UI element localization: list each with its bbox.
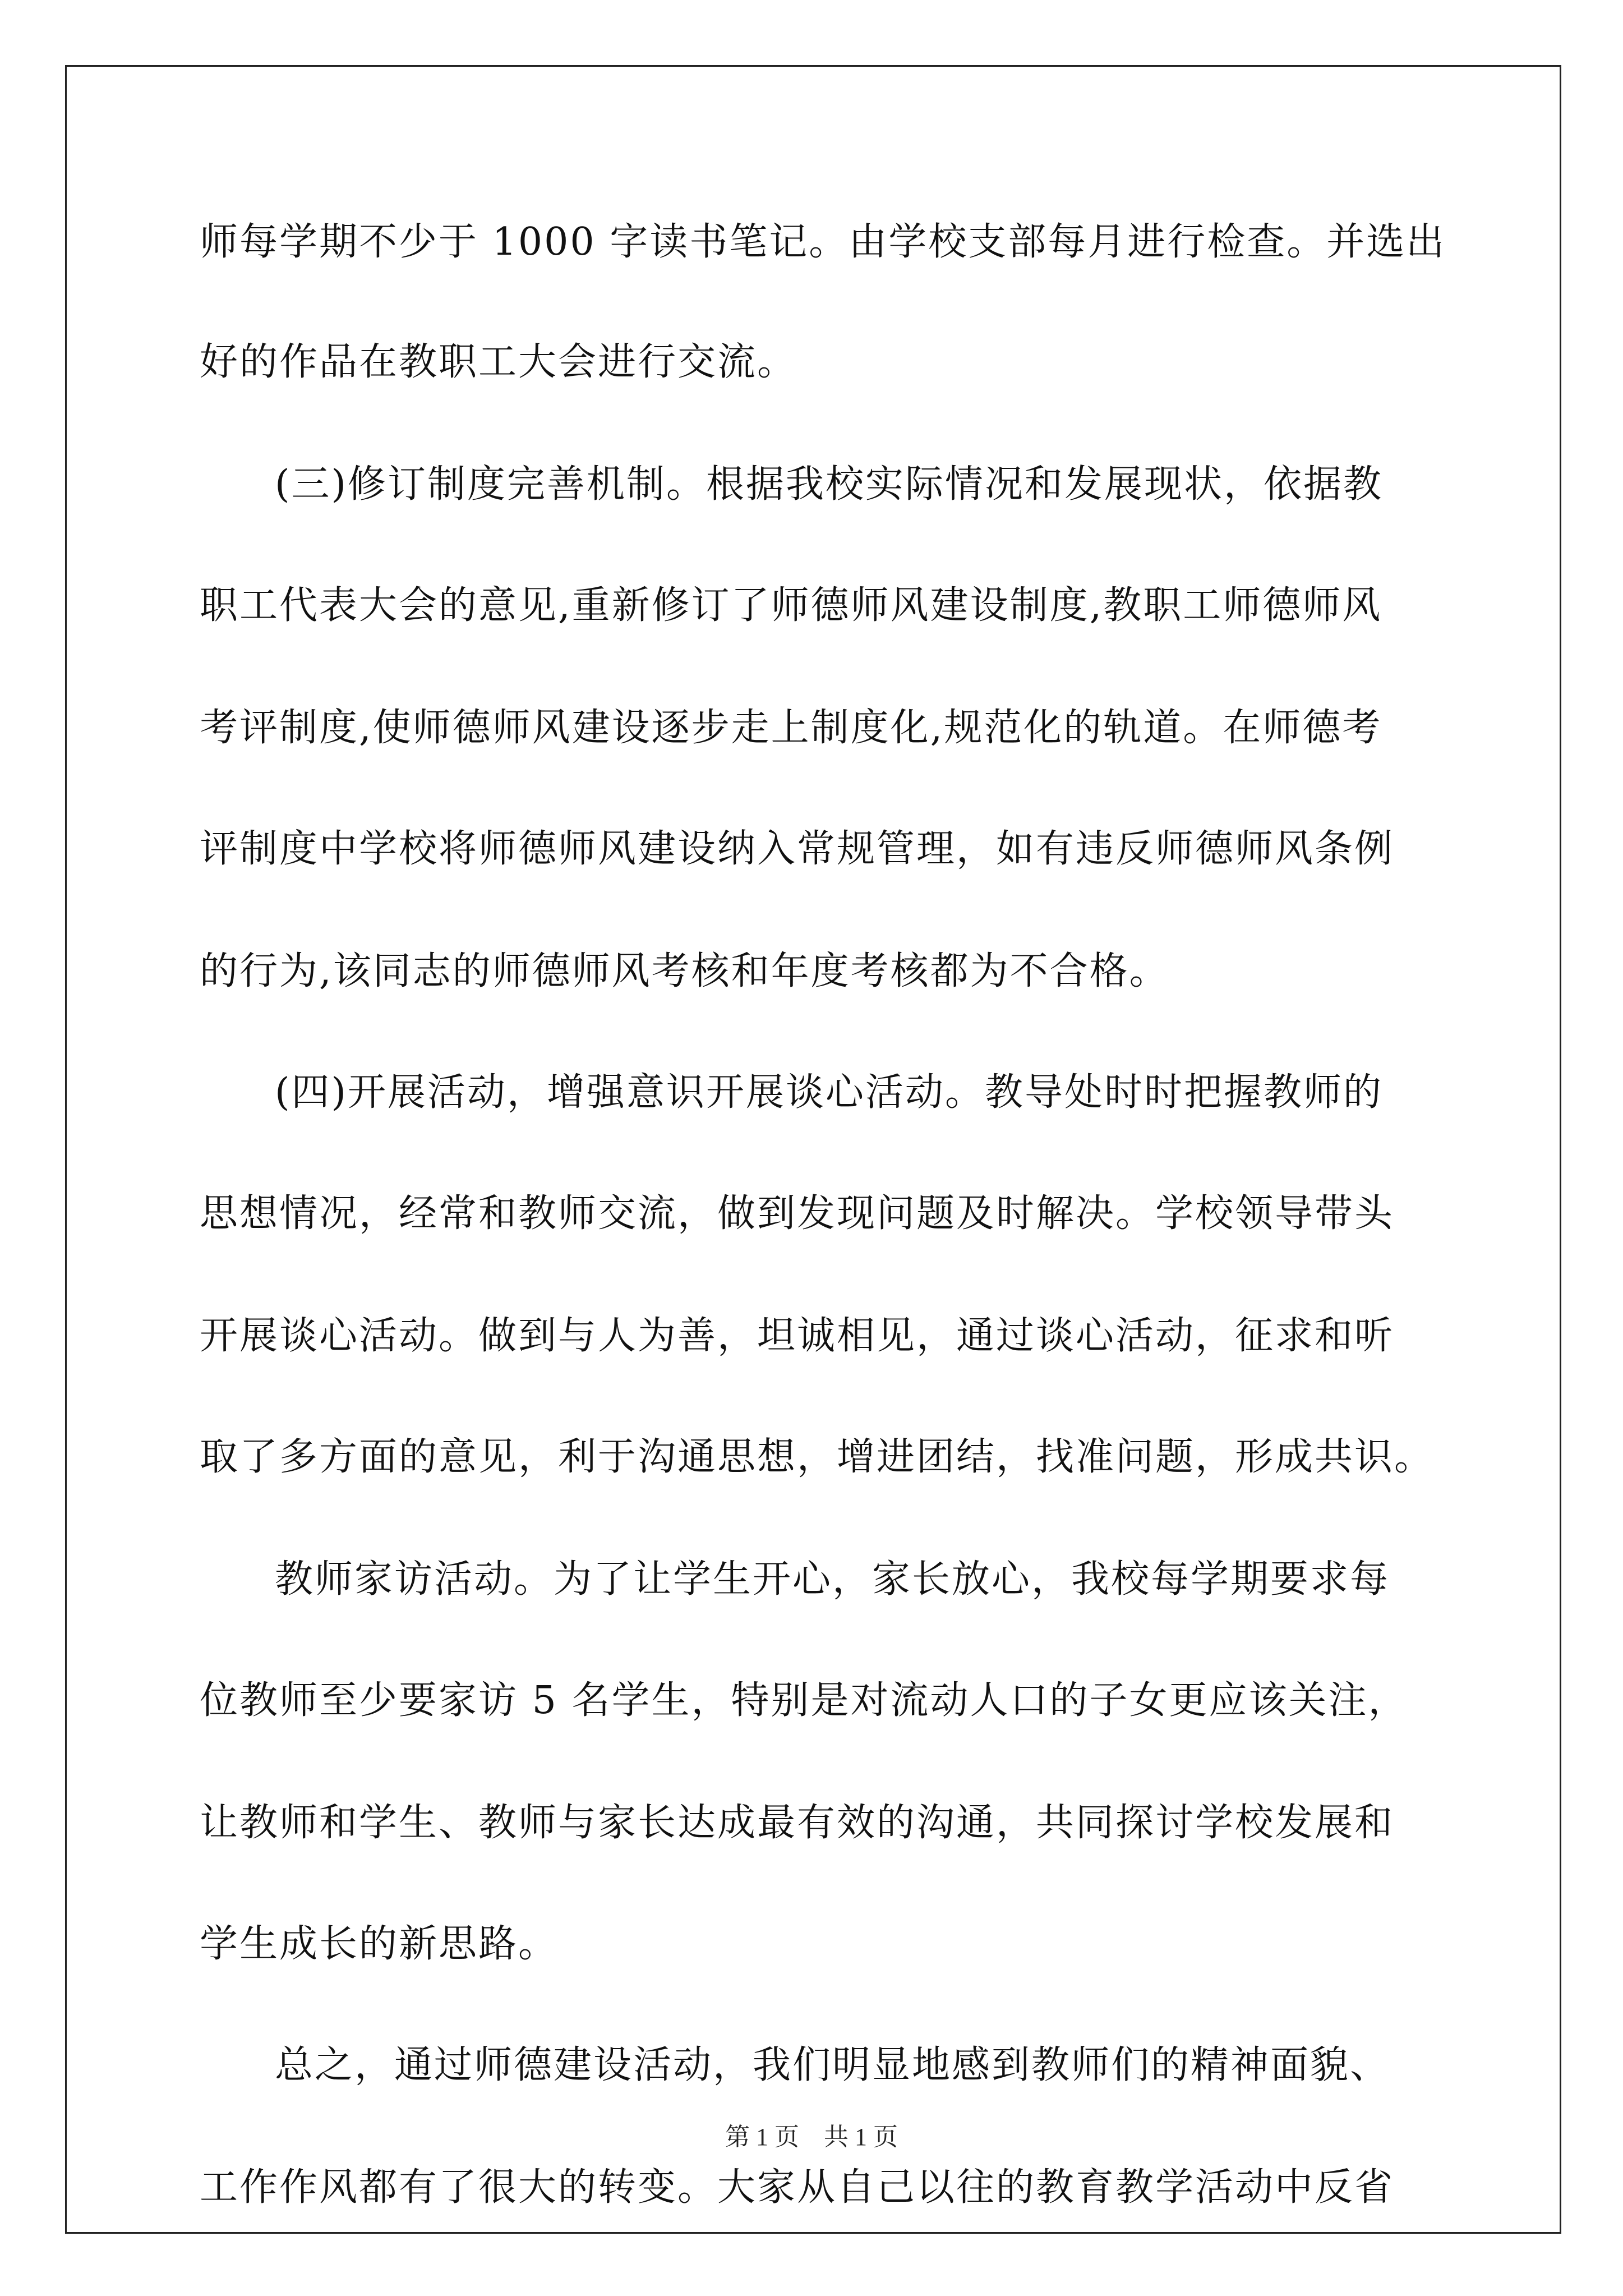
text-line: 位教师至少要家访 5 名学生，特别是对流动人口的子女更应该关注， [200, 1678, 1408, 1723]
text-line: 师每学期不少于 1000 字读书笔记。由学校支部每月进行检查。并选出 [200, 220, 1446, 264]
text-line: 评制度中学校将师德师风建设纳入常规管理，如有违反师德师风条例 [200, 827, 1395, 871]
paragraph-first-line: (四)开展活动，增强意识开展谈心活动。教导处时时把握教师的 [275, 1070, 1384, 1115]
paragraph-first-line: 教师家访活动。为了让学生开心，家长放心，我校每学期要求每 [275, 1557, 1390, 1602]
paragraph-first-line: (三)修订制度完善机制。根据我校实际情况和发展现状，依据教 [275, 462, 1384, 507]
text-line: 开展谈心活动。做到与人为善，坦诚相见，通过谈心活动，征求和听 [200, 1314, 1395, 1358]
text-line: 学生成长的新思路。 [200, 1922, 559, 1966]
text-line: 思想情况，经常和教师交流，做到发现问题及时解决。学校领导带头 [200, 1191, 1395, 1236]
text-line: 取了多方面的意见，利于沟通思想，增进团结，找准问题，形成共识。 [200, 1435, 1435, 1479]
page-border [65, 65, 1561, 2234]
text-line: 的行为,该同志的师德师风考核和年度考核都为不合格。 [200, 949, 1169, 993]
text-line: 好的作品在教职工大会进行交流。 [200, 340, 797, 384]
page-number: 第 1 页 共 1 页 [725, 2123, 898, 2151]
text-line: 考评制度,使师德师风建设逐步走上制度化,规范化的轨道。在师德考 [200, 706, 1382, 750]
paragraph-first-line: 总之，通过师德建设活动，我们明显地感到教师们的精神面貌、 [275, 2043, 1390, 2087]
text-line: 让教师和学生、教师与家长达成最有效的沟通，共同探讨学校发展和 [200, 1801, 1395, 1845]
text-line: 职工代表大会的意见,重新修订了师德师风建设制度,教职工师德师风 [200, 583, 1382, 628]
text-line: 工作作风都有了很大的转变。大家从自己以往的教育教学活动中反省 [200, 2165, 1395, 2210]
